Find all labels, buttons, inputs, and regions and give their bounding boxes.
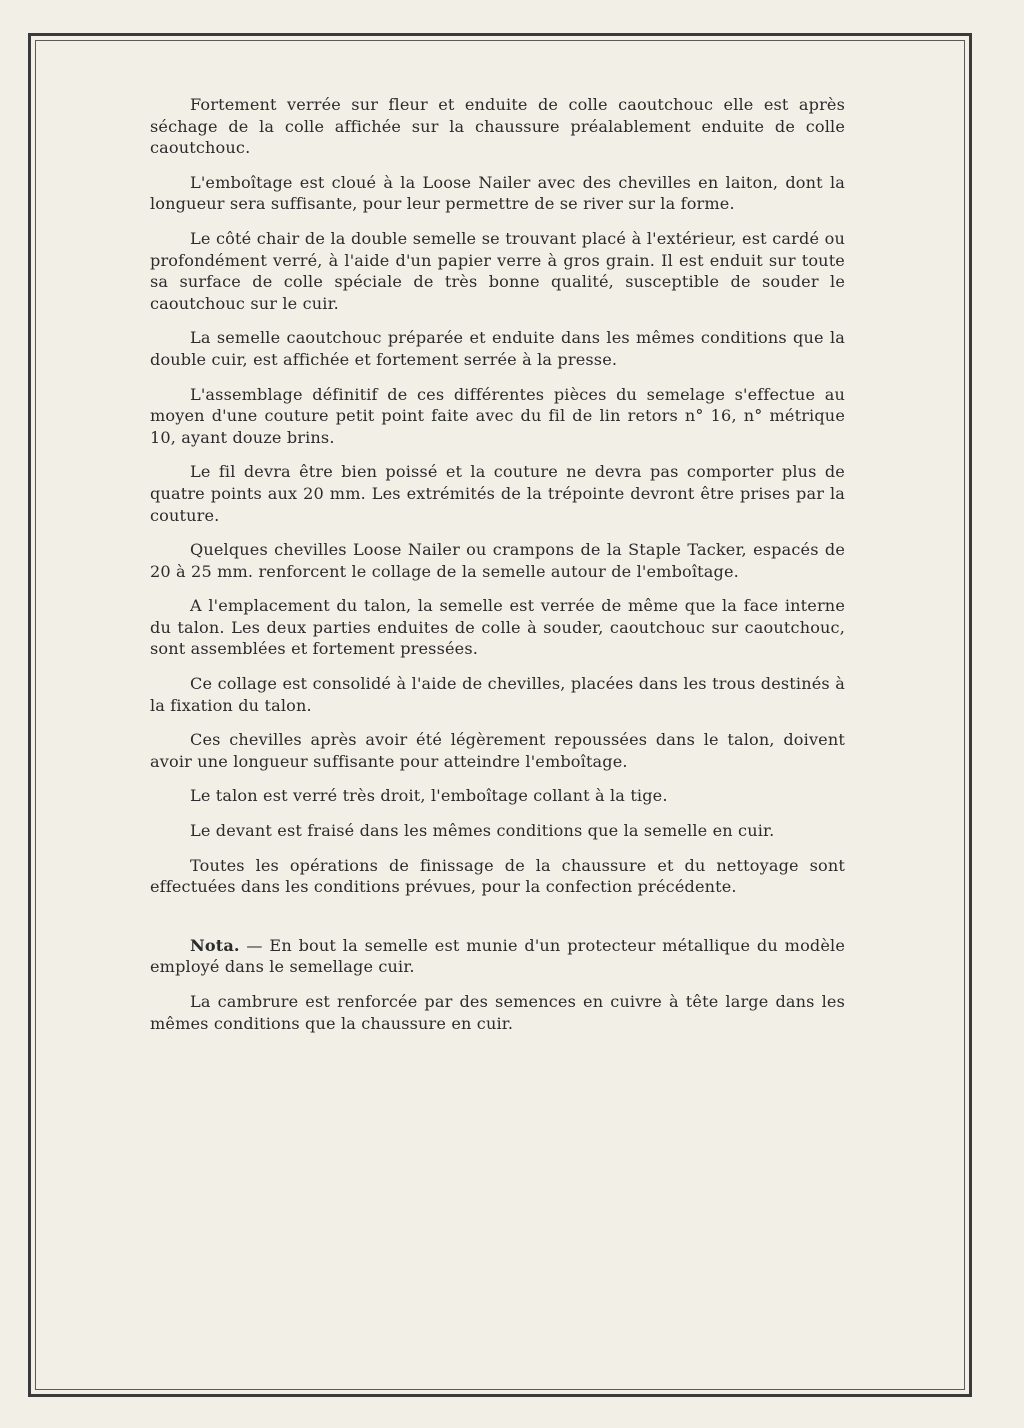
paragraph: L'assemblage définitif de ces différentes pièces du semelage s'effectue au moyen d'une couture petit point faite avec du fil de lin retors n° 16, n° métrique 10, ayant douze brins. [150,384,845,447]
paragraph: Le talon est verré très droit, l'emboîtage collant à la tige. [190,786,668,806]
paragraph: L'emboîtage est cloué à la Loose Nailer avec des chevilles en laiton, dont la longueur sera suffisante, pour leur permettre de se river sur la forme. [150,172,845,214]
paragraph: Le fil devra être bien poissé et la couture ne devra pas comporter plus de quatre points aux 20 mm. Les extrémités de la trépointe devront être prises par la couture. [150,462,845,525]
paragraph: Le devant est fraisé dans les mêmes conditions que la semelle en cuir. [190,821,775,841]
paragraph: A l'emplacement du talon, la semelle est verrée de même que la face interne du talon. Les deux parties enduites de colle à souder, caoutchouc sur caoutchouc, sont assemblées et fortement pressées. [150,596,845,659]
paragraph: Ces chevilles après avoir été légèrement repoussées dans le talon, doivent avoir une longueur suffisante pour atteindre l'emboîtage. [150,730,845,771]
page-text-body [150,94,845,1047]
paragraph: Le côté chair de la double semelle se trouvant placé à l'extérieur, est cardé ou profondément verré, à l'aide d'un papier verre à gros grain. Il est enduit sur toute sa surface de colle spéciale de très bonne qualité, susceptible de souder le caoutchouc sur le cuir. [150,228,845,313]
nota-text: — En bout la semelle est munie d'un protecteur métallique du modèle employé dans le semellage cuir. [150,935,845,977]
paragraph: Toutes les opérations de finissage de la chaussure et du nettoyage sont effectuées dans les conditions prévues, pour la confection précédente. [150,855,845,897]
paragraph: La semelle caoutchouc préparée et enduite dans les mêmes conditions que la double cuir, est affichée et fortement serrée à la presse. [150,328,845,369]
nota-paragraph [150,935,845,978]
paragraph: Ce collage est consolidé à l'aide de chevilles, placées dans les trous destinés à la fixation du talon. [150,674,845,715]
final-paragraph: La cambrure est renforcée par des semences en cuivre à tête large dans les mêmes conditions que la chaussure en cuir. [150,992,845,1033]
paragraph: Quelques chevilles Loose Nailer ou crampons de la Staple Tacker, espacés de 20 à 25 mm. renforcent le collage de la semelle autour de l'emboîtage. [150,540,845,581]
paragraph: Fortement verrée sur fleur et enduite de colle caoutchouc elle est après séchage de la colle affichée sur la chaussure préalablement enduite de colle caoutchouc. [150,95,845,158]
nota-label: Nota. [190,935,240,955]
